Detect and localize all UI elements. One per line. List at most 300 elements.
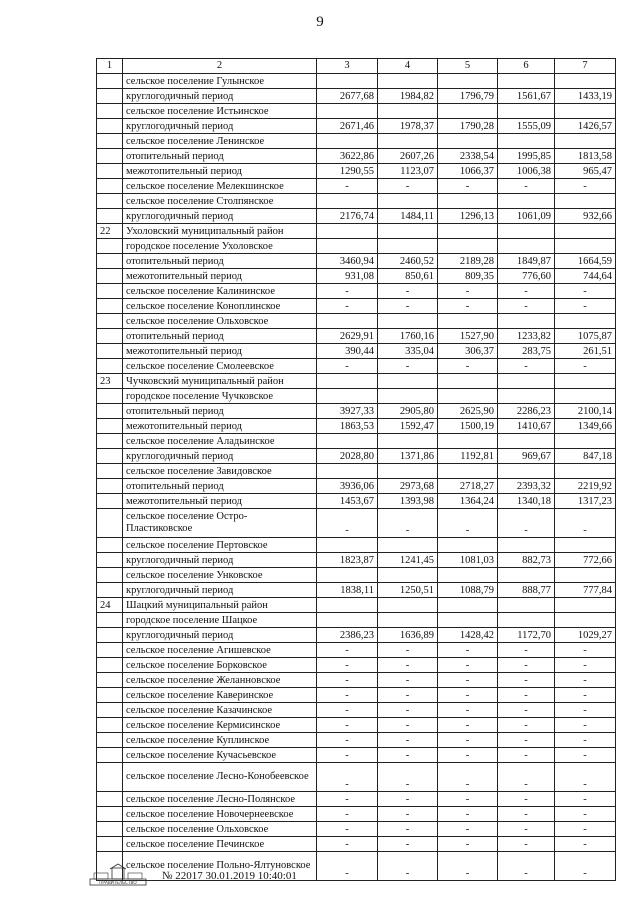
value-cell: 1066,37 — [438, 164, 498, 179]
value-cell — [378, 389, 438, 404]
value-cell: - — [317, 733, 378, 748]
row-name-cell: сельское поселение Польно-Ялтуновское — [123, 852, 317, 881]
value-cell: - — [317, 658, 378, 673]
value-cell: - — [498, 822, 555, 837]
value-cell: - — [498, 763, 555, 792]
value-cell: - — [555, 763, 616, 792]
value-cell: 1636,89 — [378, 628, 438, 643]
value-cell: - — [438, 703, 498, 718]
value-cell — [317, 598, 378, 613]
row-number-cell — [97, 807, 123, 822]
value-cell: 1555,09 — [498, 119, 555, 134]
value-cell: - — [555, 748, 616, 763]
row-name-cell: сельское поселение Лесно-Полянское — [123, 792, 317, 807]
value-cell: 3622,86 — [317, 149, 378, 164]
value-cell: - — [438, 763, 498, 792]
table-row — [97, 194, 616, 209]
row-number-cell — [97, 344, 123, 359]
row-number-cell — [97, 792, 123, 807]
value-cell: 306,37 — [438, 344, 498, 359]
value-cell — [555, 194, 616, 209]
value-cell — [378, 104, 438, 119]
value-cell: - — [378, 852, 438, 881]
table-row — [97, 89, 616, 104]
value-cell: 1192,81 — [438, 449, 498, 464]
value-cell: 3936,06 — [317, 479, 378, 494]
value-cell: - — [498, 837, 555, 852]
value-cell: - — [555, 733, 616, 748]
value-cell: - — [378, 718, 438, 733]
value-cell: - — [555, 822, 616, 837]
value-cell: 965,47 — [555, 164, 616, 179]
value-cell — [498, 194, 555, 209]
table-row — [97, 449, 616, 464]
value-cell: - — [438, 688, 498, 703]
row-number-cell — [97, 658, 123, 673]
value-cell: 882,73 — [498, 553, 555, 568]
value-cell: - — [378, 703, 438, 718]
row-name-cell: сельское поселение Завидовское — [123, 464, 317, 479]
row-number-cell — [97, 434, 123, 449]
value-cell — [378, 568, 438, 583]
row-number-cell — [97, 449, 123, 464]
value-cell: 1075,87 — [555, 329, 616, 344]
value-cell — [378, 538, 438, 553]
row-number-cell — [97, 269, 123, 284]
row-name-cell: сельское поселение Казачинское — [123, 703, 317, 718]
row-number-cell — [97, 479, 123, 494]
value-cell: 1172,70 — [498, 628, 555, 643]
value-cell: 3460,94 — [317, 254, 378, 269]
value-cell: - — [555, 179, 616, 194]
value-cell: 2718,27 — [438, 479, 498, 494]
row-number-cell — [97, 74, 123, 89]
row-number-cell — [97, 299, 123, 314]
value-cell — [438, 74, 498, 89]
value-cell — [498, 568, 555, 583]
value-cell — [438, 194, 498, 209]
row-name-cell: отопительный период — [123, 329, 317, 344]
value-cell: 1796,79 — [438, 89, 498, 104]
value-cell — [555, 598, 616, 613]
value-cell: - — [498, 748, 555, 763]
value-cell: 2028,80 — [317, 449, 378, 464]
table-row — [97, 703, 616, 718]
table-row — [97, 688, 616, 703]
header-cell: 5 — [438, 59, 498, 74]
value-cell — [378, 194, 438, 209]
row-name-cell: сельское поселение Мелекшинское — [123, 179, 317, 194]
value-cell — [555, 224, 616, 239]
value-cell: 1006,38 — [498, 164, 555, 179]
value-cell: - — [498, 807, 555, 822]
value-cell: 2629,91 — [317, 329, 378, 344]
value-cell: 1426,57 — [555, 119, 616, 134]
value-cell — [498, 389, 555, 404]
row-name-cell: круглогодичный период — [123, 553, 317, 568]
row-number-cell — [97, 538, 123, 553]
value-cell: 2176,74 — [317, 209, 378, 224]
seal-text: ПРАВИТЕЛЬСТВО — [99, 880, 137, 885]
value-cell — [555, 613, 616, 628]
value-cell: - — [378, 179, 438, 194]
table-row — [97, 509, 616, 538]
value-cell — [317, 434, 378, 449]
row-number-cell: 23 — [97, 374, 123, 389]
value-cell: - — [438, 837, 498, 852]
value-cell: 2189,28 — [438, 254, 498, 269]
row-name-cell: сельское поселение Куплинское — [123, 733, 317, 748]
value-cell: 2219,92 — [555, 479, 616, 494]
value-cell: 1371,86 — [378, 449, 438, 464]
value-cell — [438, 613, 498, 628]
row-name-cell: Чучковский муниципальный район — [123, 374, 317, 389]
footer — [88, 862, 297, 890]
value-cell: - — [438, 299, 498, 314]
table-row — [97, 434, 616, 449]
value-cell — [498, 464, 555, 479]
row-name-cell: сельское поселение Печинское — [123, 837, 317, 852]
value-cell: - — [317, 703, 378, 718]
table-row — [97, 299, 616, 314]
value-cell — [438, 389, 498, 404]
value-cell: 1250,51 — [378, 583, 438, 598]
value-cell — [378, 314, 438, 329]
row-number-cell — [97, 404, 123, 419]
value-cell: - — [498, 179, 555, 194]
value-cell: - — [317, 509, 378, 538]
value-cell: - — [378, 509, 438, 538]
value-cell — [438, 239, 498, 254]
value-cell: 261,51 — [555, 344, 616, 359]
table-row — [97, 538, 616, 553]
value-cell: - — [378, 748, 438, 763]
row-name-cell: городское поселение Чучковское — [123, 389, 317, 404]
value-cell: 744,64 — [555, 269, 616, 284]
value-cell — [317, 224, 378, 239]
table-row — [97, 583, 616, 598]
row-number-cell — [97, 164, 123, 179]
value-cell: 1233,82 — [498, 329, 555, 344]
table-row — [97, 329, 616, 344]
row-name-cell: городское поселение Шацкое — [123, 613, 317, 628]
value-cell: 1296,13 — [438, 209, 498, 224]
value-cell — [498, 74, 555, 89]
header-cell: 7 — [555, 59, 616, 74]
row-number-cell — [97, 509, 123, 538]
header-row — [97, 59, 616, 74]
table-row — [97, 643, 616, 658]
document-mark: № 22017 30.01.2019 10:40:01 — [162, 870, 297, 882]
table-row — [97, 658, 616, 673]
value-cell: 1813,58 — [555, 149, 616, 164]
value-cell — [498, 104, 555, 119]
row-number-cell — [97, 104, 123, 119]
value-cell — [438, 224, 498, 239]
row-number-cell — [97, 718, 123, 733]
value-cell: - — [438, 852, 498, 881]
value-cell: 1527,90 — [438, 329, 498, 344]
value-cell — [498, 613, 555, 628]
row-number-cell — [97, 748, 123, 763]
value-cell — [378, 613, 438, 628]
value-cell — [378, 434, 438, 449]
row-name-cell: сельское поселение Ленинское — [123, 134, 317, 149]
value-cell: - — [498, 792, 555, 807]
value-cell — [555, 74, 616, 89]
value-cell: 847,18 — [555, 449, 616, 464]
value-cell: 1123,07 — [378, 164, 438, 179]
table-row — [97, 494, 616, 509]
value-cell: 1364,24 — [438, 494, 498, 509]
row-name-cell: отопительный период — [123, 479, 317, 494]
value-cell: 2607,26 — [378, 149, 438, 164]
header-cell: 6 — [498, 59, 555, 74]
value-cell: 1088,79 — [438, 583, 498, 598]
value-cell — [378, 598, 438, 613]
value-cell: - — [438, 748, 498, 763]
value-cell: 1664,59 — [555, 254, 616, 269]
value-cell: - — [378, 643, 438, 658]
table-row — [97, 119, 616, 134]
value-cell — [378, 374, 438, 389]
row-name-cell: сельское поселение Истьинское — [123, 104, 317, 119]
row-number-cell — [97, 194, 123, 209]
value-cell: - — [498, 688, 555, 703]
table-row — [97, 149, 616, 164]
value-cell: - — [438, 359, 498, 374]
row-name-cell: сельское поселение Коноплинское — [123, 299, 317, 314]
row-name-cell: круглогодичный период — [123, 89, 317, 104]
row-number-cell — [97, 464, 123, 479]
value-cell: - — [378, 792, 438, 807]
value-cell: - — [378, 733, 438, 748]
government-seal-icon — [88, 863, 148, 889]
table-row — [97, 822, 616, 837]
row-name-cell: сельское поселение Борковское — [123, 658, 317, 673]
value-cell: - — [555, 359, 616, 374]
table-row — [97, 164, 616, 179]
row-number-cell — [97, 209, 123, 224]
row-name-cell: сельское поселение Гулынское — [123, 74, 317, 89]
value-cell — [555, 239, 616, 254]
header-cell: 2 — [123, 59, 317, 74]
value-cell — [317, 389, 378, 404]
value-cell: 931,08 — [317, 269, 378, 284]
value-cell — [555, 464, 616, 479]
value-cell: - — [378, 763, 438, 792]
value-cell: - — [438, 822, 498, 837]
row-name-cell: межотопительный период — [123, 164, 317, 179]
value-cell: - — [378, 822, 438, 837]
value-cell — [378, 74, 438, 89]
value-cell: - — [317, 807, 378, 822]
value-cell: - — [317, 643, 378, 658]
value-cell — [317, 134, 378, 149]
value-cell: - — [498, 718, 555, 733]
row-name-cell: сельское поселение Желанновское — [123, 673, 317, 688]
value-cell: 1433,19 — [555, 89, 616, 104]
value-cell: - — [438, 733, 498, 748]
value-cell: 1340,18 — [498, 494, 555, 509]
value-cell: - — [555, 509, 616, 538]
value-cell — [438, 464, 498, 479]
value-cell: - — [498, 703, 555, 718]
row-name-cell: сельское поселение Кучасьевское — [123, 748, 317, 763]
value-cell: - — [498, 359, 555, 374]
row-number-cell — [97, 553, 123, 568]
value-cell: 1760,16 — [378, 329, 438, 344]
row-name-cell: сельское поселение Унковское — [123, 568, 317, 583]
row-name-cell: межотопительный период — [123, 269, 317, 284]
value-cell: - — [555, 852, 616, 881]
value-cell: - — [378, 673, 438, 688]
value-cell: 777,84 — [555, 583, 616, 598]
row-number-cell — [97, 643, 123, 658]
value-cell: - — [378, 807, 438, 822]
value-cell: 1863,53 — [317, 419, 378, 434]
value-cell: - — [378, 359, 438, 374]
row-name-cell: межотопительный период — [123, 419, 317, 434]
value-cell: 2973,68 — [378, 479, 438, 494]
value-cell: - — [317, 748, 378, 763]
value-cell: - — [317, 284, 378, 299]
value-cell: 1561,67 — [498, 89, 555, 104]
value-cell — [555, 314, 616, 329]
value-cell: - — [438, 792, 498, 807]
row-number-cell — [97, 134, 123, 149]
table-row — [97, 104, 616, 119]
value-cell: - — [555, 299, 616, 314]
table-body — [97, 59, 616, 881]
table-row — [97, 479, 616, 494]
value-cell — [438, 434, 498, 449]
row-name-cell: Шацкий муниципальный район — [123, 598, 317, 613]
table-row — [97, 389, 616, 404]
value-cell: - — [378, 688, 438, 703]
value-cell: - — [498, 284, 555, 299]
value-cell: 1029,27 — [555, 628, 616, 643]
value-cell: 932,66 — [555, 209, 616, 224]
row-name-cell: сельское поселение Калининское — [123, 284, 317, 299]
value-cell — [317, 464, 378, 479]
row-number-cell — [97, 89, 123, 104]
value-cell: - — [555, 837, 616, 852]
value-cell: 1484,11 — [378, 209, 438, 224]
value-cell — [498, 434, 555, 449]
value-cell: 1410,67 — [498, 419, 555, 434]
value-cell: 1500,19 — [438, 419, 498, 434]
row-name-cell: сельское поселение Смолеевское — [123, 359, 317, 374]
table-row — [97, 269, 616, 284]
row-number-cell — [97, 179, 123, 194]
value-cell: - — [498, 733, 555, 748]
value-cell: 1428,42 — [438, 628, 498, 643]
row-name-cell: сельское поселение Ольховское — [123, 822, 317, 837]
value-cell — [555, 104, 616, 119]
table-row — [97, 284, 616, 299]
table-row — [97, 404, 616, 419]
row-number-cell — [97, 494, 123, 509]
table-row — [97, 179, 616, 194]
table-row — [97, 837, 616, 852]
table-row — [97, 134, 616, 149]
table-row — [97, 314, 616, 329]
value-cell: - — [555, 284, 616, 299]
row-number-cell: 24 — [97, 598, 123, 613]
value-cell: - — [317, 792, 378, 807]
value-cell: - — [555, 792, 616, 807]
value-cell — [498, 538, 555, 553]
table-row — [97, 553, 616, 568]
value-cell: - — [378, 658, 438, 673]
value-cell — [555, 434, 616, 449]
value-cell: - — [555, 658, 616, 673]
row-number-cell — [97, 119, 123, 134]
value-cell: 2905,80 — [378, 404, 438, 419]
page-number: 9 — [316, 14, 324, 30]
value-cell: 1849,87 — [498, 254, 555, 269]
value-cell — [438, 538, 498, 553]
value-cell: - — [317, 299, 378, 314]
value-cell: - — [317, 837, 378, 852]
value-cell: - — [498, 852, 555, 881]
table-row — [97, 718, 616, 733]
value-cell: 1995,85 — [498, 149, 555, 164]
value-cell — [498, 239, 555, 254]
value-cell: 888,77 — [498, 583, 555, 598]
row-name-cell: отопительный период — [123, 149, 317, 164]
value-cell: 1290,55 — [317, 164, 378, 179]
table-row — [97, 209, 616, 224]
value-cell — [317, 613, 378, 628]
row-number-cell — [97, 837, 123, 852]
row-name-cell: сельское поселение Агишевское — [123, 643, 317, 658]
value-cell: 1978,37 — [378, 119, 438, 134]
value-cell — [317, 239, 378, 254]
row-name-cell: круглогодичный период — [123, 628, 317, 643]
row-name-cell: сельское поселение Столпянское — [123, 194, 317, 209]
row-name-cell: сельское поселение Пертовское — [123, 538, 317, 553]
value-cell — [438, 314, 498, 329]
row-number-cell — [97, 359, 123, 374]
value-cell: 776,60 — [498, 269, 555, 284]
row-name-cell: круглогодичный период — [123, 119, 317, 134]
value-cell — [555, 134, 616, 149]
row-name-cell: сельское поселение Каверинское — [123, 688, 317, 703]
value-cell: - — [555, 643, 616, 658]
row-number-cell — [97, 673, 123, 688]
value-cell: 2677,68 — [317, 89, 378, 104]
row-name-cell: круглогодичный период — [123, 583, 317, 598]
row-number-cell — [97, 703, 123, 718]
value-cell — [498, 598, 555, 613]
value-cell: - — [317, 718, 378, 733]
value-cell: - — [555, 718, 616, 733]
value-cell: - — [498, 643, 555, 658]
value-cell: 809,35 — [438, 269, 498, 284]
table-row — [97, 748, 616, 763]
value-cell: 1453,67 — [317, 494, 378, 509]
row-number-cell — [97, 284, 123, 299]
value-cell — [555, 374, 616, 389]
row-name-cell: городское поселение Ухоловское — [123, 239, 317, 254]
value-cell: - — [438, 718, 498, 733]
value-cell: 1061,09 — [498, 209, 555, 224]
row-number-cell — [97, 389, 123, 404]
table-row — [97, 419, 616, 434]
row-number-cell — [97, 688, 123, 703]
